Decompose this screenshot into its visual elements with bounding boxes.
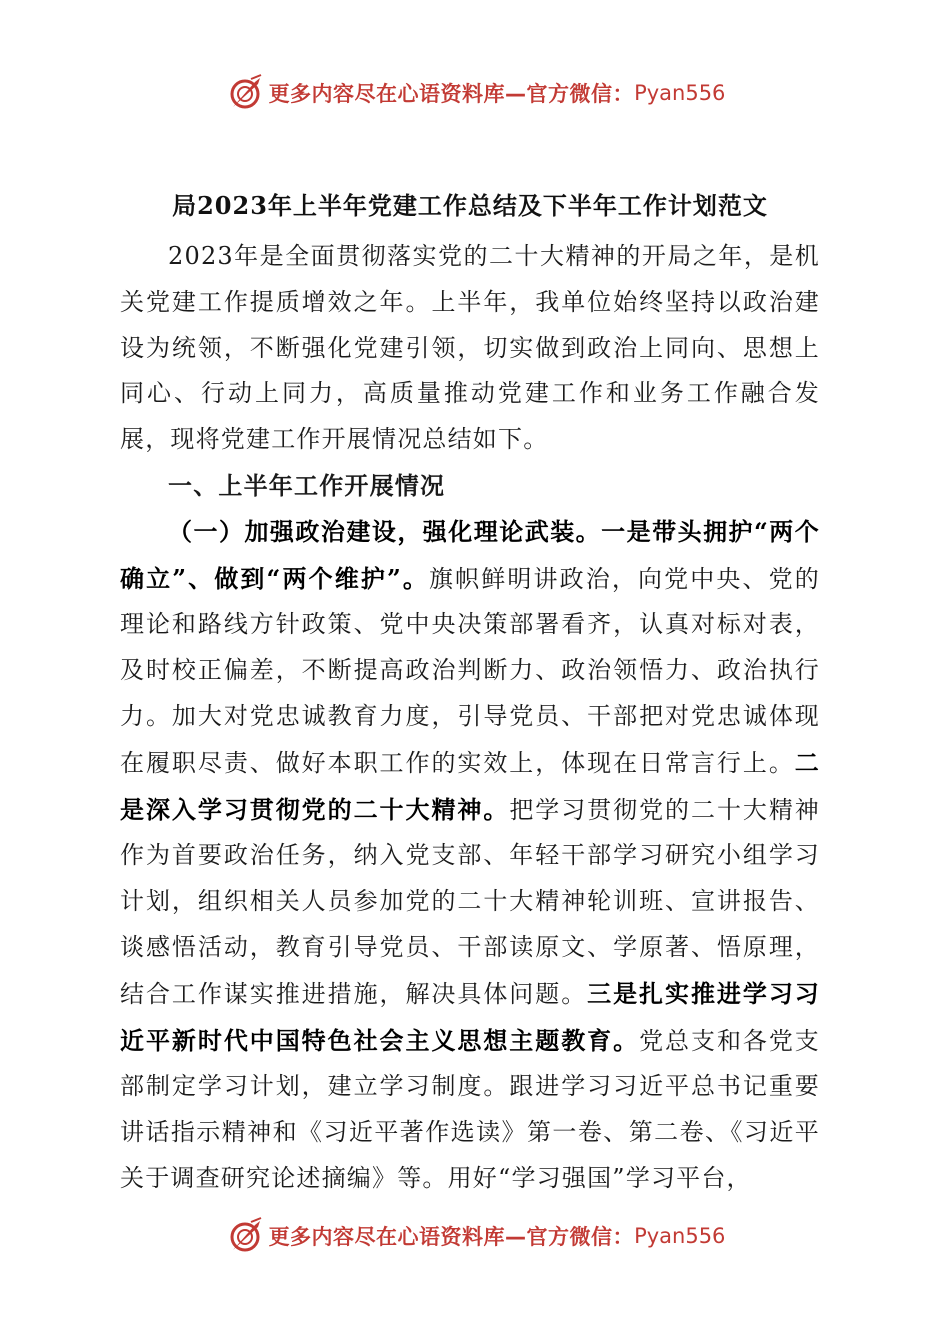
subsection1-text-1: 旗帜鲜明讲政治，向党中央、党的理论和路线方针政策、党中央决策部署看齐，认真对标对表，及时校正偏差，不断提高政治判断力、政治领悟力、政治执行力。加大对党忠诚教育力度，引导党员、干部把对党忠诚体现在履职尽责、做好本职工作的实效上，体现在日常言行上。 — [120, 564, 821, 777]
banner-text: 更多内容尽在心语资料库—官方微信： — [268, 1225, 635, 1249]
pen-stamp-logo-icon — [225, 73, 265, 113]
pen-stamp-logo-icon — [225, 1216, 265, 1256]
banner-text: 更多内容尽在心语资料库—官方微信： — [268, 82, 635, 106]
header-banner — [0, 71, 950, 115]
subsection1-bold-lead: （一）加强政治建设，强化理论武装。一是带头拥护“两个确立”、做到“两个维护”。 — [120, 516, 820, 593]
subsection1-text-2: 把学习贯彻党的二十大精神作为首要政治任务，纳入党支部、年轻干部学习研究小组学习计划，组织相关人员参加党的二十大精神轮训班、宣讲报告、谈感悟活动，教育引导党员、干部读原文、学原著、悟原理，结合工作谋实推进措施，解决具体问题。 — [120, 795, 821, 1008]
section1-heading: 一、上半年工作开展情况 — [168, 470, 446, 500]
subsection1-bold-3: 三是扎实推进学习习近平新时代中国特色社会主义思想主题教育。 — [120, 978, 820, 1055]
footer-banner — [0, 1214, 950, 1258]
subsection1-paragraph — [120, 509, 820, 1202]
intro-paragraph: 2023年是全面贯彻落实党的二十大精神的开局之年，是机关党建工作提质增效之年。上半年，我单位始终坚持以政治建设为统领，不断强化党建引领，切实做到政治上同向、思想上同心、行动上同力，高质量推动党建工作和业务工作融合发展，现将党建工作开展情况总结如下。 — [120, 242, 820, 454]
banner-handle: Pyan556 — [634, 81, 726, 105]
banner-handle: Pyan556 — [634, 1224, 726, 1248]
subsection1-bold-2: 二是深入学习贯彻党的二十大精神。 — [120, 747, 820, 824]
document-body — [120, 186, 820, 1202]
document-title: 局2023年上半年党建工作总结及下半年工作计划范文 — [172, 191, 768, 220]
subsection1-text-3: 党总支和各党支部制定学习计划，建立学习制度。跟进学习习近平总书记重要讲话指示精神和《习近平著作选读》第一卷、第二卷、《习近平关于调查研究论述摘编》等。用好“学习强国”学习平台， — [120, 1026, 820, 1192]
